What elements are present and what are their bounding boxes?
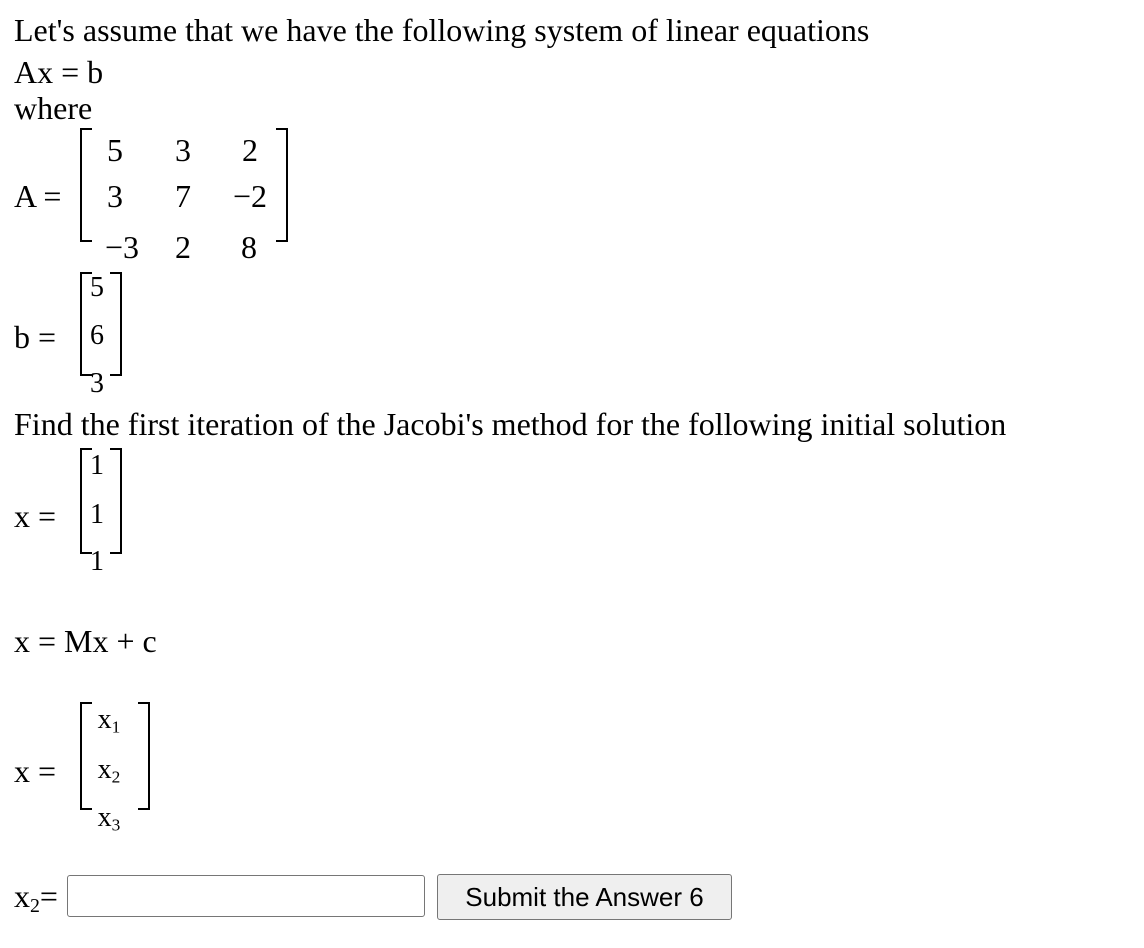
matrix-a-cell: 7 [175, 178, 191, 214]
answer-label-subscript: 2 [30, 894, 40, 917]
vector-x-right-bracket [138, 702, 150, 810]
where-text: where [14, 90, 93, 126]
vector-b-cell: 3 [90, 368, 104, 399]
vector-x-cell-base: x [97, 704, 112, 735]
vector-x-cell-base: x [97, 802, 112, 833]
vector-x0-right-bracket [110, 448, 122, 554]
matrix-a-cell: −3 [104, 229, 140, 265]
matrix-a-cell: 5 [107, 132, 123, 168]
vector-x0-cell: 1 [90, 450, 104, 481]
answer-label-equals: = [39, 878, 58, 914]
vector-x0-label: x = [14, 498, 57, 534]
matrix-a-cell: 8 [241, 229, 257, 265]
vector-x-label: x = [14, 753, 57, 789]
vector-x0-cell: 1 [90, 546, 104, 577]
intro-text: Let's assume that we have the following system of linear equations [14, 12, 870, 48]
vector-x-cell [84, 754, 134, 787]
matrix-a-cell: 3 [107, 178, 123, 214]
vector-x-cell-base: x [97, 754, 112, 785]
matrix-a-cell: 2 [242, 132, 258, 168]
iteration-formula: x = Mx + c [14, 623, 157, 659]
vector-x0-cell: 1 [90, 499, 104, 530]
matrix-a-cell: 3 [175, 132, 191, 168]
vector-x-cell-subscript: 2 [111, 767, 121, 787]
vector-b-label: b = [14, 319, 57, 355]
vector-x-cell-subscript: 3 [111, 815, 121, 835]
vector-x-cell [84, 802, 134, 835]
vector-x-cell [84, 704, 134, 737]
matrix-a-cell: 2 [175, 229, 191, 265]
system-equation: Ax = b [14, 54, 104, 90]
vector-b-cell: 5 [90, 272, 104, 303]
answer-label-base: x [14, 878, 30, 914]
question-text: Find the first iteration of the Jacobi's method for the following initial solution [14, 406, 1007, 442]
matrix-a-cell: −2 [232, 178, 268, 214]
answer-input[interactable] [67, 875, 425, 917]
vector-b-right-bracket [110, 272, 122, 376]
vector-b-cell: 6 [90, 320, 104, 351]
answer-label [14, 878, 58, 917]
vector-x-cell-subscript: 1 [111, 717, 121, 737]
matrix-a-label: A = [14, 178, 62, 214]
submit-answer-button[interactable]: Submit the Answer 6 [437, 874, 732, 920]
